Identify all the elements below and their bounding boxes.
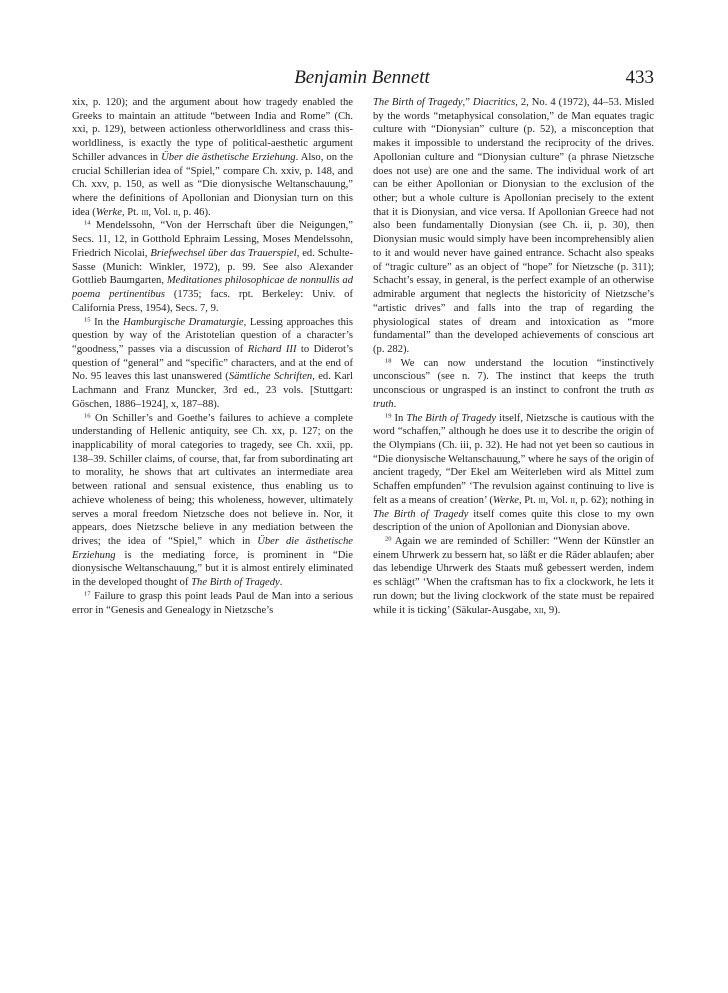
- footnote-number: 18: [385, 357, 392, 365]
- footnote-number: 15: [84, 316, 91, 323]
- footnote-number: 17: [84, 590, 91, 598]
- footnote-18: $^{18}$ We can now understand the locution “instinctively unconscious” (see n. 7). The instinct that keeps the truth unconscious or ungrasped is an instinct to confront the truth as truth.: [373, 357, 654, 410]
- footnote-19: $^{19}$ In The Birth of Tragedy itself, Nietzsche is cautious with the word “schaffen,” although he does use it to describe the origin of the Olympians (Ch. iii, p. 32). He had not yet been so cautious in “Die dionysische Weltanschauung,” where he says of the origin of ancient tragedy, “Der Ekel am Weiterleben wird als Mittel zum Schaffen empfunden” ‘The revulsion against continuing to live is felt as a means of creation’ (Werke, Pt. iii, Vol. ii, p. 62); nothing in The Birth of Tragedy itself comes quite this close to my own description of the union of Apollonian and Dionysian above.: [373, 412, 655, 534]
- footnote-20: $^{20}$ Again we are reminded of Schiller: “Wenn der Künstler an einem Uhrwerk zu bessern hat, so läßt er die Räder ablaufen; aber das lebendige Uhrwerk des Staats muß gebessert werden, indem es schlägt” ‘When the craftsman has to fix a clockwork, he lets it run down; but the living clockwork of the state must be repaired while it is ticking’ (Säkular-Ausgabe, xii, 9).: [373, 535, 654, 616]
- footnote-number: 20: [385, 535, 392, 543]
- footnote-14: $^{14}$ Mendelssohn, “Von der Herrschaft über die Neigungen,” Secs. 11, 12, in Gotthold Ephraim Lessing, Moses Mendelssohn, Friedrich Nicolai, Briefwechsel über das Trauerspiel, ed. Schulte-Sasse (Munich: Winkler, 1972), p. 99. See also Alexander Gottlieb Baumgarten, Meditationes philosophicae de nonnullis ad poema pertinentibus (1735; facs. rpt. Berkeley: Univ. of California Press, 1954), Secs. 7, 9.: [72, 219, 354, 314]
- footnote-number: 14: [84, 219, 91, 227]
- footnote-number: 19: [385, 412, 392, 420]
- right-column: [373, 96, 654, 617]
- running-head: [70, 66, 654, 96]
- footnote-17: $^{17}$ Failure to grasp this point leads Paul de Man into a serious error in “Genesis and Genealogy in Nietzsche’s: [72, 590, 353, 616]
- footnote-16: $^{16}$ On Schiller’s and Goethe’s failures to achieve a complete understanding of Hellenic antiquity, see Ch. xx, p. 127; on the inapplicability of moral categories to tragedy, see Ch. xxii, pp. 138–39. Schiller claims, of course, that, far from subordinating art to morality, he shows that art cultivates an intermediate area between rational and sensual existence, thus enabling us to achieve wholeness of being; this wholeness, however, ultimately serves a moral freedom Nietzsche does not believe in. Nor, it appears, does Nietzsche believe in any mediation between the drives; the idea of “Spiel,” which in Über die ästhetische Erziehung is the mediating force, is prominent in “Die dionysische Weltanschauung,” but it is almost entirely eliminated in the developed thought of The Birth of Tragedy.: [72, 412, 353, 589]
- page-number: 433: [625, 67, 654, 88]
- footnote-number: 16: [84, 412, 91, 420]
- footnote-15: $^{15}$ In the Hamburgische Dramaturgie, Lessing approaches this question by way of the Aristotelian question of a character’s “goodness,” passes via a discussion of Richard III to Diderot’s question of “general” and “specific” characters, and at the end of No. 95 leaves this last unanswered (Sämtliche Schriften, ed. Karl Lachmann and Franz Muncker, 3rd ed., 23 vols. [Stuttgart: Göschen, 1886–1924], x, 187–88).: [72, 316, 354, 410]
- running-title: Benjamin Bennett: [294, 67, 430, 88]
- left-column: [72, 96, 353, 617]
- footnote-17-continued: The Birth of Tragedy,” Diacritics, 2, No. 4 (1972), 44–53. Misled by the words “metaphysical consolation,” de Man equates tragic culture with “Dionysian” culture (p. 52), a misconception that makes it impossible to understand the reciprocity of the drives. Apollonian culture and “Dionysian culture” (a phrase Nietzsche does not use) are one and the same. The individual work of art can be either Apollonian or Dionysian to the exclusion of the other; but a whole culture is Apollonian precisely to the extent that it is Dionysian, and vice versa. If Apollonian Greece had not also been fundamentally Dionysian (see Ch. ii, p. 30), then Dionysian music would simply have been incomprehensibly alien to it and would never have gained entrance. Schacht also speaks of “tragic culture” as an object of “hope” for Nietzsche (p. 311); Schacht’s essay, in general, is the perfect example of an otherwise admirable argument that neglects the historicity of Nietzsche’s “artistic drives” and falls into the trap of regarding the physiological states of dream and intoxication as “more fundamental” than the developed achievements of conscious art (p. 282).: [373, 97, 655, 355]
- footnote-13-continued: xix, p. 120); and the argument about how tragedy enabled the Greeks to maintain an attitude “between India and Rome” (Ch. xxi, p. 129), between actionless otherworldliness and crass this-worldliness, is exactly the type of political-aesthetic argument Schiller advances in Über die ästhetische Erziehung. Also, on the crucial Schillerian idea of “Spiel,” compare Ch. xxiv, p. 148, and Ch. xxv, p. 150, as well as “Die dionysische Weltanschauung,” where the definitions of Apollonian and Dionysian turn on this idea (Werke, Pt. iii, Vol. ii, p. 46).: [72, 97, 353, 218]
